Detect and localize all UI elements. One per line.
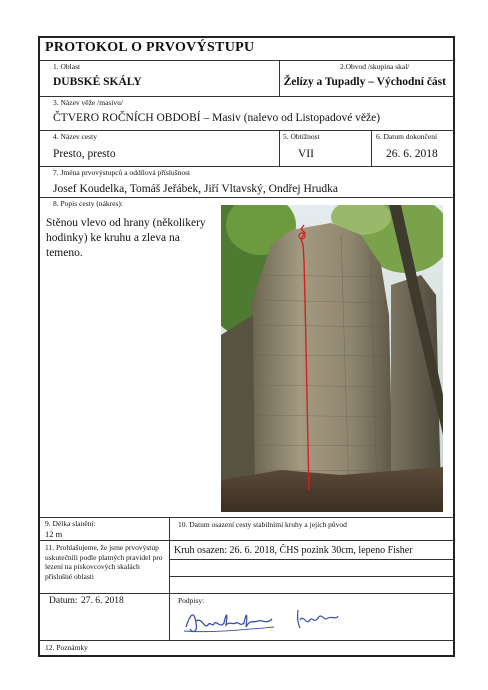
rule [39, 540, 454, 541]
declaration-text: 11. Prohlašujeme, že jsme prvovýstup uskutečnili podle platných pravidel pro lezení na pískovcových skalách příslušné oblasti [45, 543, 163, 581]
rule [169, 559, 454, 560]
completion-label: 6. Datum dokončení [376, 132, 438, 141]
rule [39, 197, 454, 198]
signatures-label: Podpisy: [178, 596, 205, 605]
date-value: 27. 6. 2018 [81, 596, 124, 606]
rule [39, 640, 454, 641]
bolts-label: 10. Datum osazení cesty stabilními kruhy a jejich původ [178, 520, 347, 529]
district-value: Želízy a Tupadly – Východní část [283, 76, 446, 88]
rock-photo-illustration [221, 205, 443, 512]
rule [169, 576, 454, 577]
divider [279, 130, 280, 166]
notes-label: 12. Poznámky [45, 643, 88, 652]
route-value: Presto, presto [53, 148, 116, 160]
district-label: 2.Obvod /skupina skal/ [340, 62, 410, 71]
description-label: 8. Popis cesty (nákres): [53, 199, 123, 208]
rule [39, 60, 454, 61]
rule [39, 96, 454, 97]
rule [39, 130, 454, 131]
route-label: 4. Název cesty [53, 132, 97, 141]
area-label: 1. Oblast [53, 62, 81, 71]
form-title: PROTOKOL O PRVOVÝSTUPU [45, 40, 255, 55]
divider [279, 60, 280, 96]
climbers-label: 7. Jména prvovýstupců a oddílová příslušnost [53, 168, 191, 177]
rappel-label: 9. Délka slanění: [45, 519, 96, 528]
signature-second [292, 606, 342, 634]
rule [39, 517, 454, 518]
climbers-value: Josef Koudelka, Tomáš Jeřábek, Jiří Vltavský, Ondřej Hrudka [53, 183, 338, 195]
signature-koudelka [180, 603, 280, 637]
difficulty-label: 5. Obtížnost [283, 132, 320, 141]
bolts-value: Kruh osazen: 26. 6. 2018, ČHS pozink 30cm, lepeno Fisher [174, 545, 413, 556]
tower-value: ČTVERO ROČNÍCH OBDOBÍ – Masiv (nalevo od Listopadové věže) [53, 112, 381, 124]
description-text: Stěnou vlevo od hrany (několikery hodinky) ke kruhu a zleva na temeno. [46, 217, 206, 259]
difficulty-value: VII [298, 148, 314, 160]
route-photo [221, 205, 443, 512]
date-label: Datum: [49, 596, 78, 606]
completion-value: 26. 6. 2018 [386, 148, 438, 160]
area-value: DUBSKÉ SKÁLY [53, 76, 142, 88]
divider [169, 517, 170, 640]
rule [39, 593, 454, 594]
rule [39, 166, 454, 167]
rappel-value: 12 m [45, 529, 63, 539]
tower-label: 3. Název věže /masivu/ [53, 98, 123, 107]
divider [371, 130, 372, 166]
